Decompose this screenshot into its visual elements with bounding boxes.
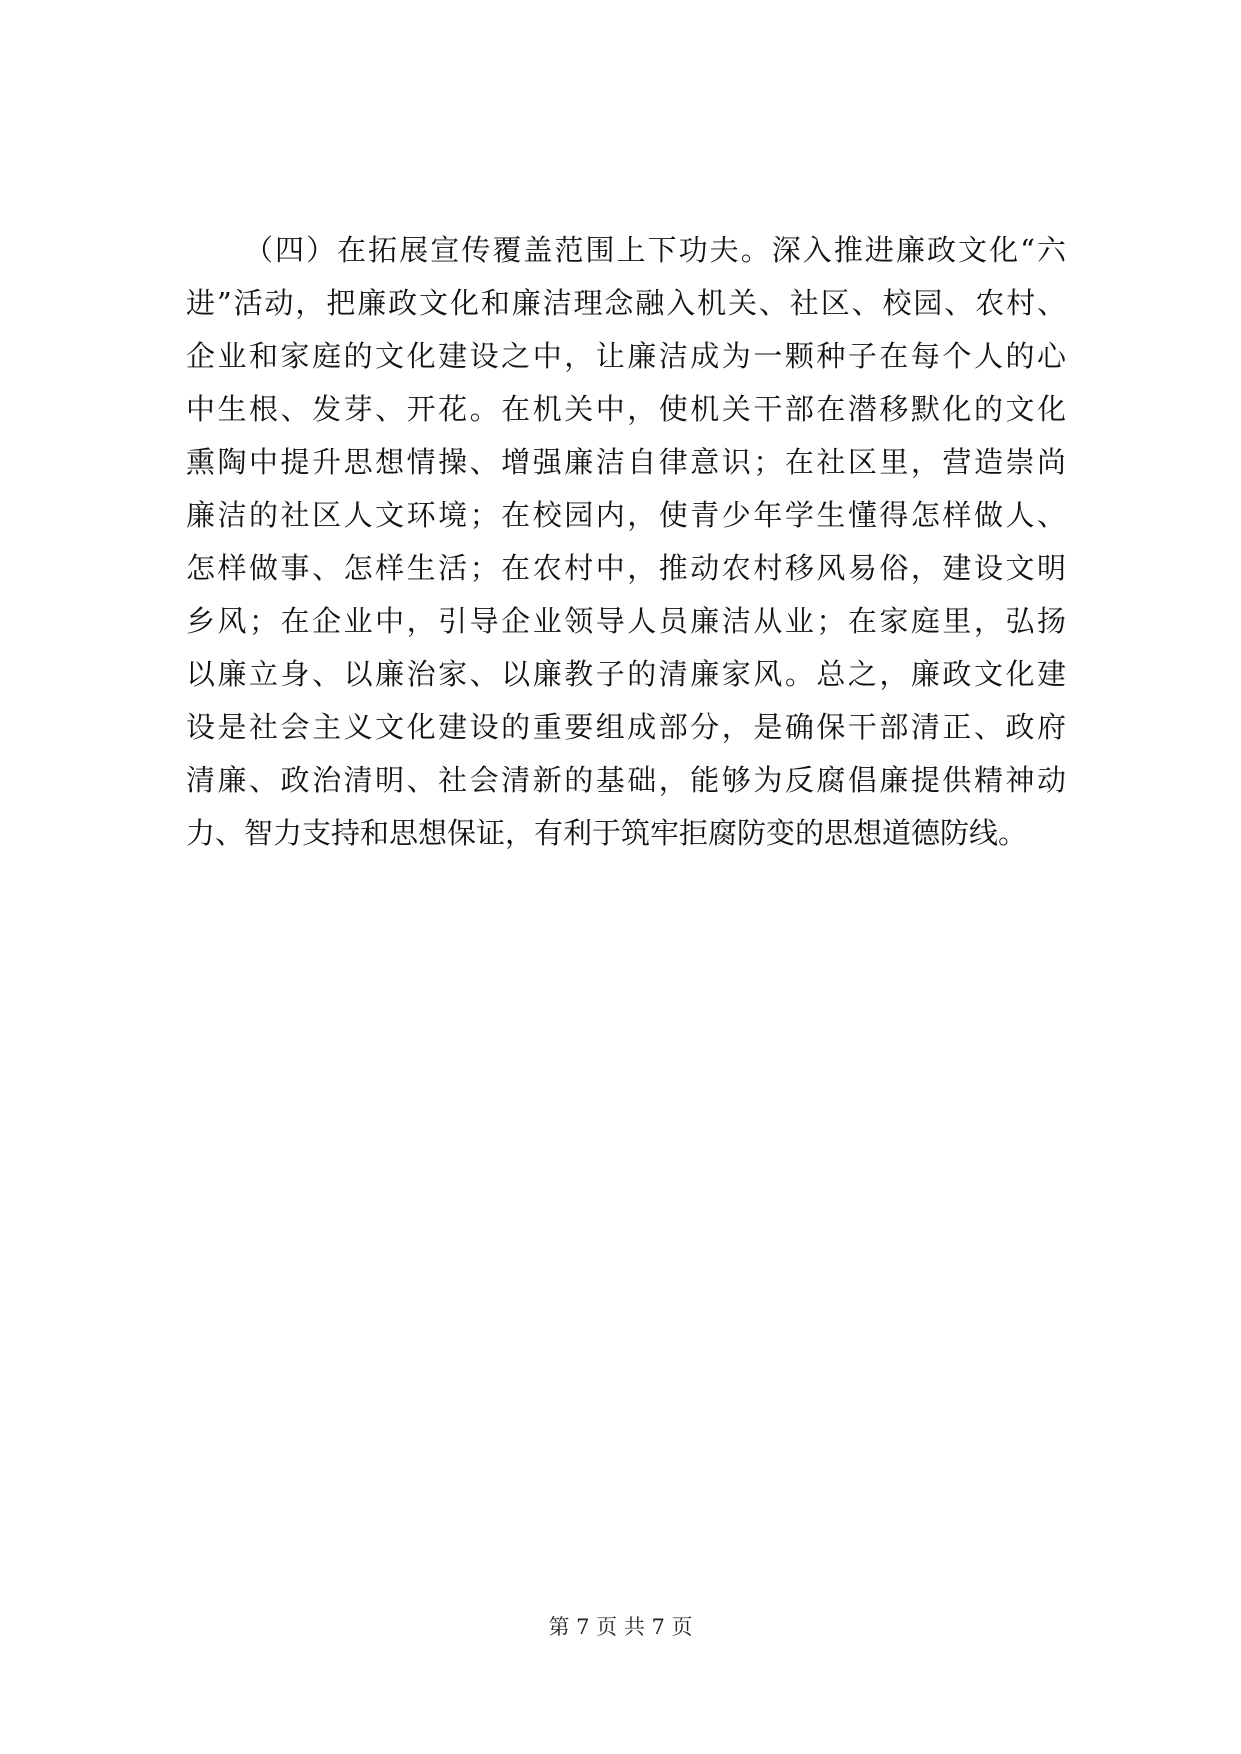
- page-footer: [0, 1612, 1241, 1642]
- paragraph-line: 以廉立身、以廉治家、以廉教子的清廉家风。总之，廉政文化建: [186, 657, 1066, 691]
- paragraph-line: （四）在拓展宣传覆盖范围上下功夫。深入推进廉政文化“六: [244, 233, 1066, 267]
- page-number-label: 第 7 页 共 7 页: [548, 1615, 693, 1639]
- paragraph-line: 怎样做事、怎样生活；在农村中，推动农村移风易俗，建设文明: [186, 551, 1066, 585]
- paragraph-line: 企业和家庭的文化建设之中，让廉洁成为一颗种子在每个人的心: [186, 339, 1066, 373]
- paragraph-line: 中生根、发芽、开花。在机关中，使机关干部在潜移默化的文化: [186, 392, 1066, 426]
- paragraph-line: 熏陶中提升思想情操、增强廉洁自律意识；在社区里，营造崇尚: [186, 445, 1066, 479]
- paragraph-line: 清廉、政治清明、社会清新的基础，能够为反腐倡廉提供精神动: [186, 763, 1066, 797]
- paragraph-line: 廉洁的社区人文环境；在校园内，使青少年学生懂得怎样做人、: [186, 498, 1066, 532]
- paragraph-line: 进”活动，把廉政文化和廉洁理念融入机关、社区、校园、农村、: [186, 286, 1066, 320]
- paragraph-line: 乡风；在企业中，引导企业领导人员廉洁从业；在家庭里，弘扬: [186, 604, 1066, 638]
- paragraph-line: 力、智力支持和思想保证，有利于筑牢拒腐防变的思想道德防线。: [186, 816, 1028, 850]
- paragraph-line: 设是社会主义文化建设的重要组成部分，是确保干部清正、政府: [186, 710, 1066, 744]
- body-paragraph: [186, 224, 1066, 860]
